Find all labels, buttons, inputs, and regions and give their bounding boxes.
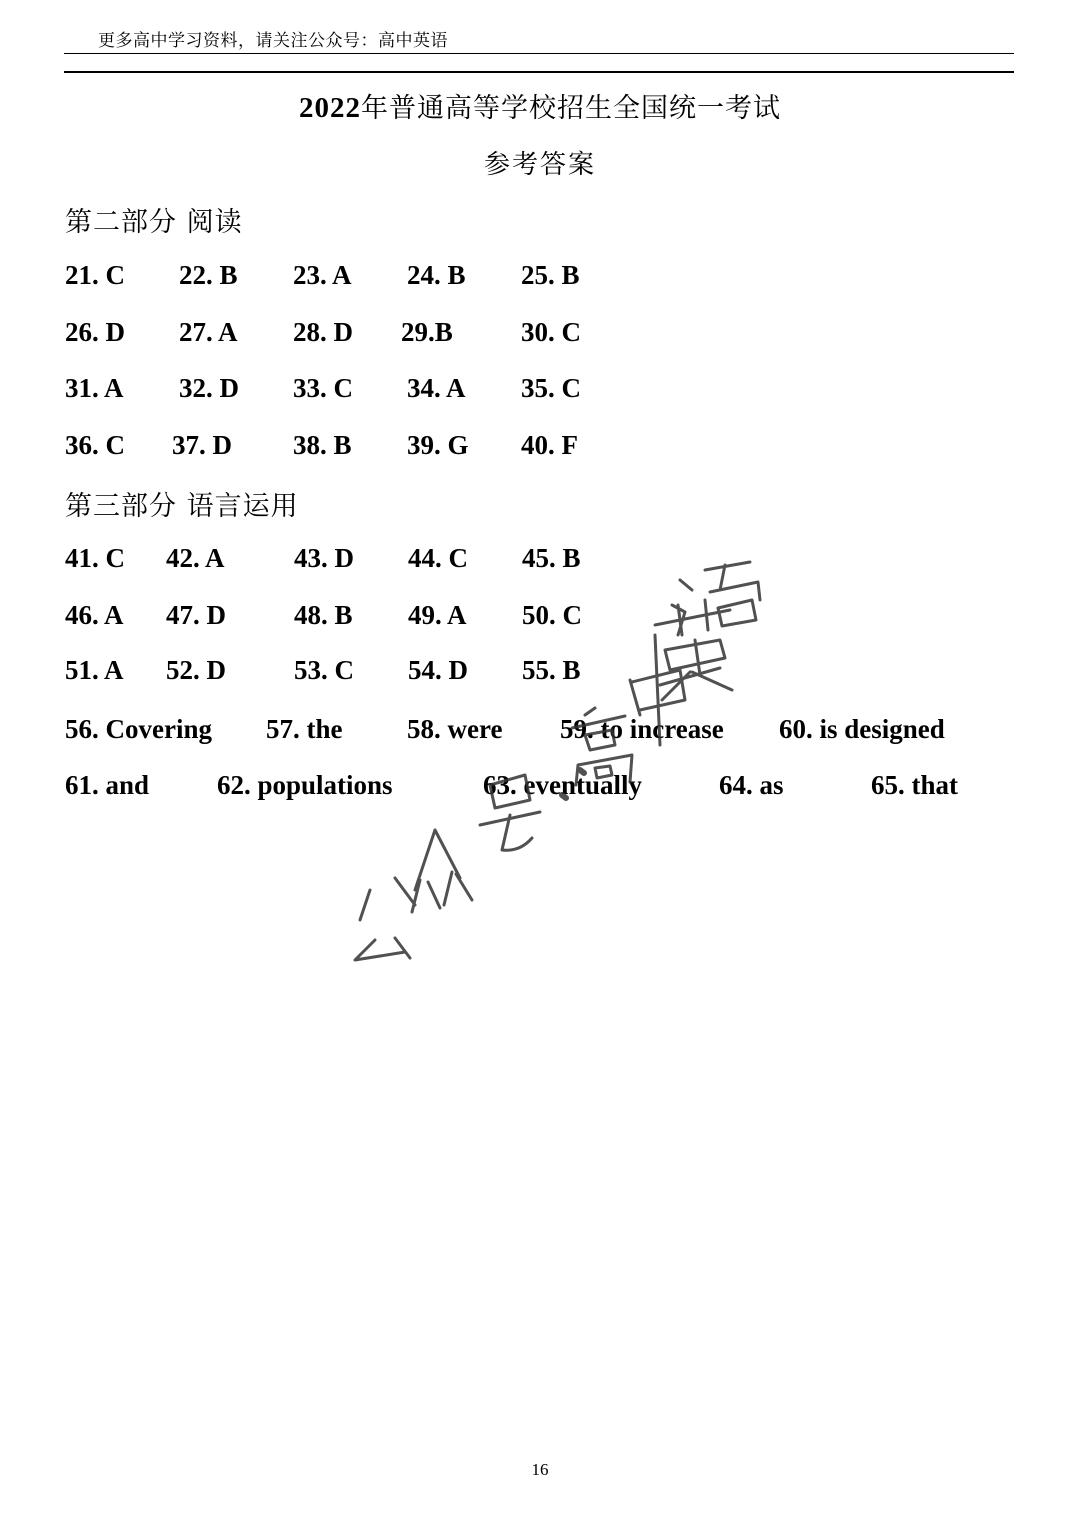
answer-54: 54. D [408,655,468,685]
answer-31: 31. A [65,373,124,403]
answer-42: 42. A [166,543,225,573]
answer-41: 41. C [65,543,125,573]
answer-64: 64. as [719,770,784,800]
answer-47: 47. D [166,600,226,630]
header-promo-text: 更多高中学习资料，请关注公众号：高中英语 [98,31,448,51]
answer-55: 55. B [522,655,581,685]
title-year: 2022 [299,92,361,124]
answer-52: 52. D [166,655,226,685]
answer-46: 46. A [65,600,124,630]
answer-25: 25. B [521,260,580,290]
answer-23: 23. A [293,260,352,290]
answer-58: 58. were [407,714,503,744]
answer-43: 43. D [294,543,354,573]
answer-65: 65. that [871,770,958,800]
answer-34: 34. A [407,373,466,403]
answer-33: 33. C [293,373,353,403]
page-subtitle: 参考答案 [483,150,596,180]
answer-38: 38. B [293,430,352,460]
answer-24: 24. B [407,260,466,290]
answer-22: 22. B [179,260,238,290]
header-rule-thick [64,71,1014,73]
answer-60: 60. is designed [779,714,945,744]
answer-32: 32. D [179,373,239,403]
answer-26: 26. D [65,317,125,347]
answer-40: 40. F [521,430,578,460]
answer-61: 61. and [65,770,150,800]
answer-27: 27. A [179,317,238,347]
title-text: 年普通高等学校招生全国统一考试 [361,93,781,124]
answer-29: 29.B [401,317,453,347]
answer-44: 44. C [408,543,468,573]
section-reading-heading: 第二部分 阅读 [65,207,243,238]
answer-51: 51. A [65,655,124,685]
section-language-heading: 第三部分 语言运用 [65,491,299,522]
answer-35: 35. C [521,373,581,403]
answer-39: 39. G [407,430,469,460]
answer-45: 45. B [522,543,581,573]
header-rule-thin [64,53,1014,54]
answer-62: 62. populations [217,770,393,800]
answer-50: 50. C [522,600,582,630]
answer-30: 30. C [521,317,581,347]
page-title [0,86,1080,125]
answer-63: 63. eventually [483,770,642,800]
answer-59: 59. to increase [560,714,724,744]
answer-21: 21. C [65,260,125,290]
page-number: 16 [531,1460,549,1479]
answer-48: 48. B [294,600,353,630]
answer-57: 57. the [266,714,343,744]
answer-53: 53. C [294,655,354,685]
answer-49: 49. A [408,600,467,630]
answer-56: 56. Covering [65,714,212,744]
answer-36: 36. C [65,430,125,460]
answer-37: 37. D [172,430,232,460]
answer-28: 28. D [293,317,353,347]
